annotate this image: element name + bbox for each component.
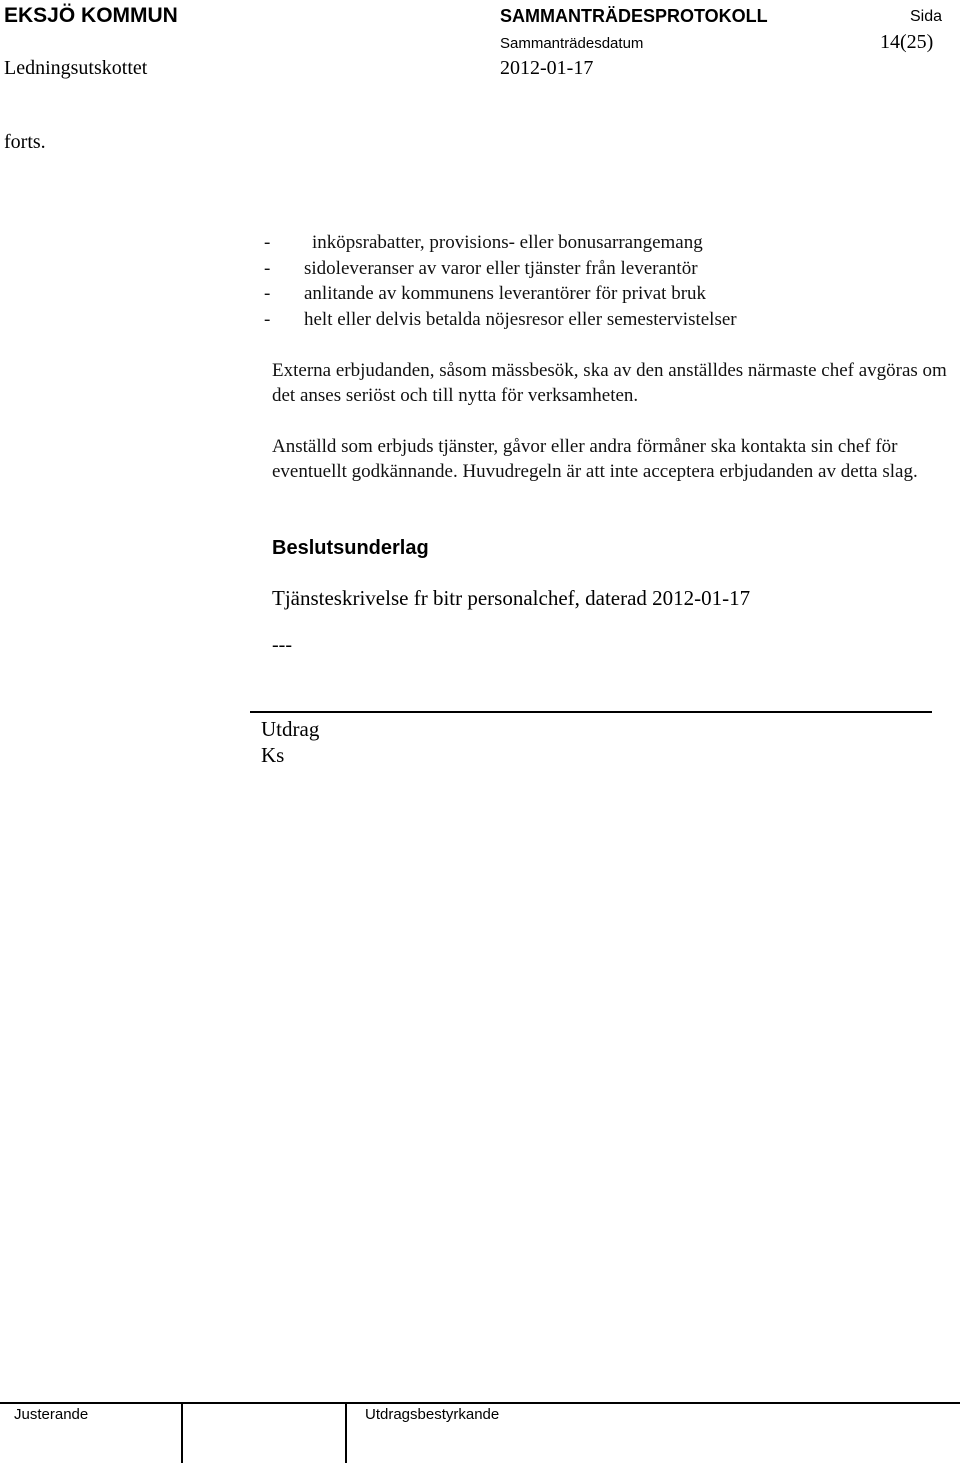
list-item-text: inköpsrabatter, provisions- eller bonusarrangemang xyxy=(312,232,703,253)
separator: --- xyxy=(272,634,292,656)
footer-extract-certifier-label: Utdragsbestyrkande xyxy=(365,1406,500,1423)
bullet-marker: - xyxy=(264,232,271,253)
signature-box-divider xyxy=(181,1403,183,1463)
meeting-date-label: Sammanträdesdatum xyxy=(500,35,644,52)
extract-recipient: Ks xyxy=(261,743,285,767)
footer-divider xyxy=(0,1402,960,1404)
section-heading: Beslutsunderlag xyxy=(272,537,429,559)
page-number: 14(25) xyxy=(880,31,934,53)
list-item xyxy=(264,281,737,307)
extract-label: Utdrag xyxy=(261,717,320,741)
extract-divider xyxy=(250,711,932,713)
list-item xyxy=(264,256,737,282)
decision-basis-text: Tjänsteskrivelse fr bitr personalchef, daterad 2012-01-17 xyxy=(272,586,751,610)
continued-label: forts. xyxy=(4,131,46,153)
paragraph-employee-offers: Anställd som erbjuds tjänster, gåvor eller andra förmåner ska kontakta sin chef för eventuellt godkännande. Huvudregeln är att inte acceptera erbjudanden av detta slag. xyxy=(272,436,918,482)
bullet-list xyxy=(264,230,737,332)
footer-adjuster-label: Justerande xyxy=(14,1406,89,1423)
bullet-marker: - xyxy=(264,308,271,330)
list-item xyxy=(264,230,737,256)
list-item-text: sidoleveranser av varor eller tjänster från leverantör xyxy=(304,257,698,279)
page-label: Sida xyxy=(910,8,943,25)
bullet-marker: - xyxy=(264,283,271,304)
list-item-text: anlitande av kommunens leverantörer för privat bruk xyxy=(304,283,707,304)
paragraph-external-offers: Externa erbjudanden, såsom mässbesök, ska av den anställdes närmaste chef avgöras om det anses seriöst och till nytta för verksamheten. xyxy=(272,360,947,406)
signature-box-divider xyxy=(345,1403,347,1463)
organization-name: EKSJÖ KOMMUN xyxy=(4,4,178,27)
bullet-marker: - xyxy=(264,257,271,279)
document-type: SAMMANTRÄDESPROTOKOLL xyxy=(500,6,768,26)
meeting-date: 2012-01-17 xyxy=(500,57,594,79)
committee-name: Ledningsutskottet xyxy=(4,57,148,79)
list-item-text: helt eller delvis betalda nöjesresor eller semestervistelser xyxy=(304,308,737,330)
list-item xyxy=(264,307,737,333)
